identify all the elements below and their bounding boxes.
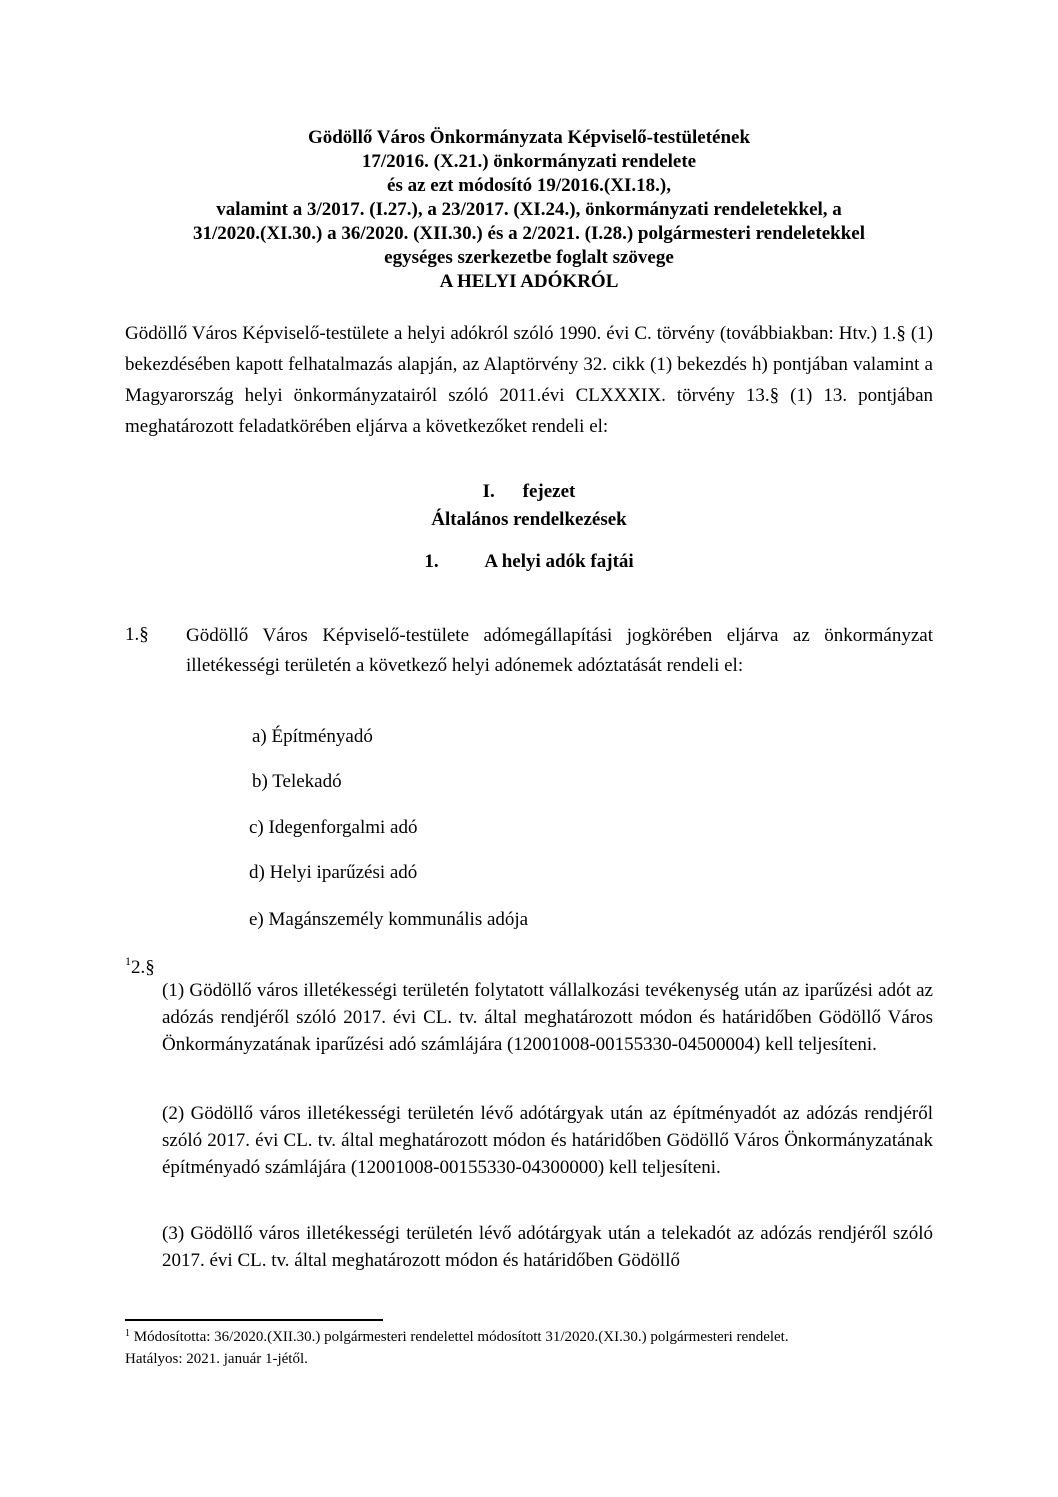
document-title [125,126,933,294]
paragraph-number [125,954,155,981]
preamble: Gödöllő Város Képviselő-testülete a helyi adókról szóló 1990. évi C. törvény (továbbiakban: Htv.) 1.§ (1) bekezdésében kapott felhatalmazás alapján, az Alaptörvény 32. cikk (1) bekezdés h) pontjában valamint a Magyarország helyi önkormányzatairól szóló 2011.évi CLXXXIX. törvény 13.§ (1) 13. pontjában meghatározott feladatkörében eljárva a következőket rendeli el: [125,323,933,437]
subsection: (1) Gödöllő város illetékességi területén folytatott vállalkozási tevékenység után az iparűzési adót az adózás rendjéről szóló 2017. évi CL. tv. által meghatározott módon és határidőben Gödöllő Város Önkormányzatának iparűzési adó számlájára (12001008-00155330-04500004) kell teljesíteni. [162,980,933,1055]
chapter-heading [125,478,933,534]
footnote-line: Hatályos: 2021. január 1-jétől. [125,1351,308,1367]
footnote-line: Módosította: 36/2020.(XII.30.) polgármesteri rendelettel módosított 31/2020.(XI.30.) polgármesteri rendelet. [133,1329,789,1345]
title-line: és az ezt módosító 19/2016.(XI.18.), [387,175,671,196]
footnote-separator [125,1319,383,1321]
section-title: A helyi adók fajtái [484,551,634,572]
title-line: Gödöllő Város Önkormányzata Képviselő-testületének [307,127,751,148]
section-heading [125,548,933,575]
paragraph-number: 1.§ [125,624,149,645]
subsection: (3) Gödöllő város illetékességi területén lévő adótárgyak után a telekadót az adózás rendjéről szóló 2017. évi CL. tv. által meghatározott módon és határidőben Gödöllő [162,1223,933,1271]
list-item: e) Magánszemély kommunális adója [249,909,529,930]
title-line: 17/2016. (X.21.) önkormányzati rendelete [361,151,697,172]
footnote [125,1326,933,1370]
title-line: 31/2020.(XI.30.) a 36/2020. (XII.30.) és a 2/2021. (I.28.) polgármesteri rendeletekkel [193,223,865,244]
list-item: b) Telekadó [252,771,342,792]
subsection: (2) Gödöllő város illetékességi területén lévő adótárgyak után az építményadót az adózás rendjéről szóló 2017. évi CL. tv. által meghatározott módon és határidőben Gödöllő Város Önkormányzatának építményadó számlájára (12001008-00155330-04300000) kell teljesíteni. [162,1103,933,1178]
paragraph-text: Gödöllő Város Képviselő-testülete adómegállapítási jogkörében eljárva az önkormányzat illetékességi területén a következő helyi adónemek adóztatását rendeli el: [186,625,933,676]
title-line: valamint a 3/2017. (I.27.), a 23/2017. (XI.24.), önkormányzati rendeletekkel, a [216,199,842,220]
section-number: 1. [424,551,439,572]
chapter-number: I. [482,481,495,502]
footnote-reference[interactable]: 1 [125,954,131,968]
chapter-title: Általános rendelkezések [431,509,627,530]
title-line: A HELYI ADÓKRÓL [439,271,619,292]
title-line: egységes szerkezetbe foglalt szövege [384,247,674,268]
chapter-label: fejezet [522,481,576,502]
paragraph-number-label: 2.§ [131,957,155,978]
list-item: c) Idegenforgalmi adó [249,817,418,838]
list-item: d) Helyi iparűzési adó [249,862,418,883]
footnote-marker: 1 [125,1328,130,1339]
list-item: a) Építményadó [252,726,373,747]
